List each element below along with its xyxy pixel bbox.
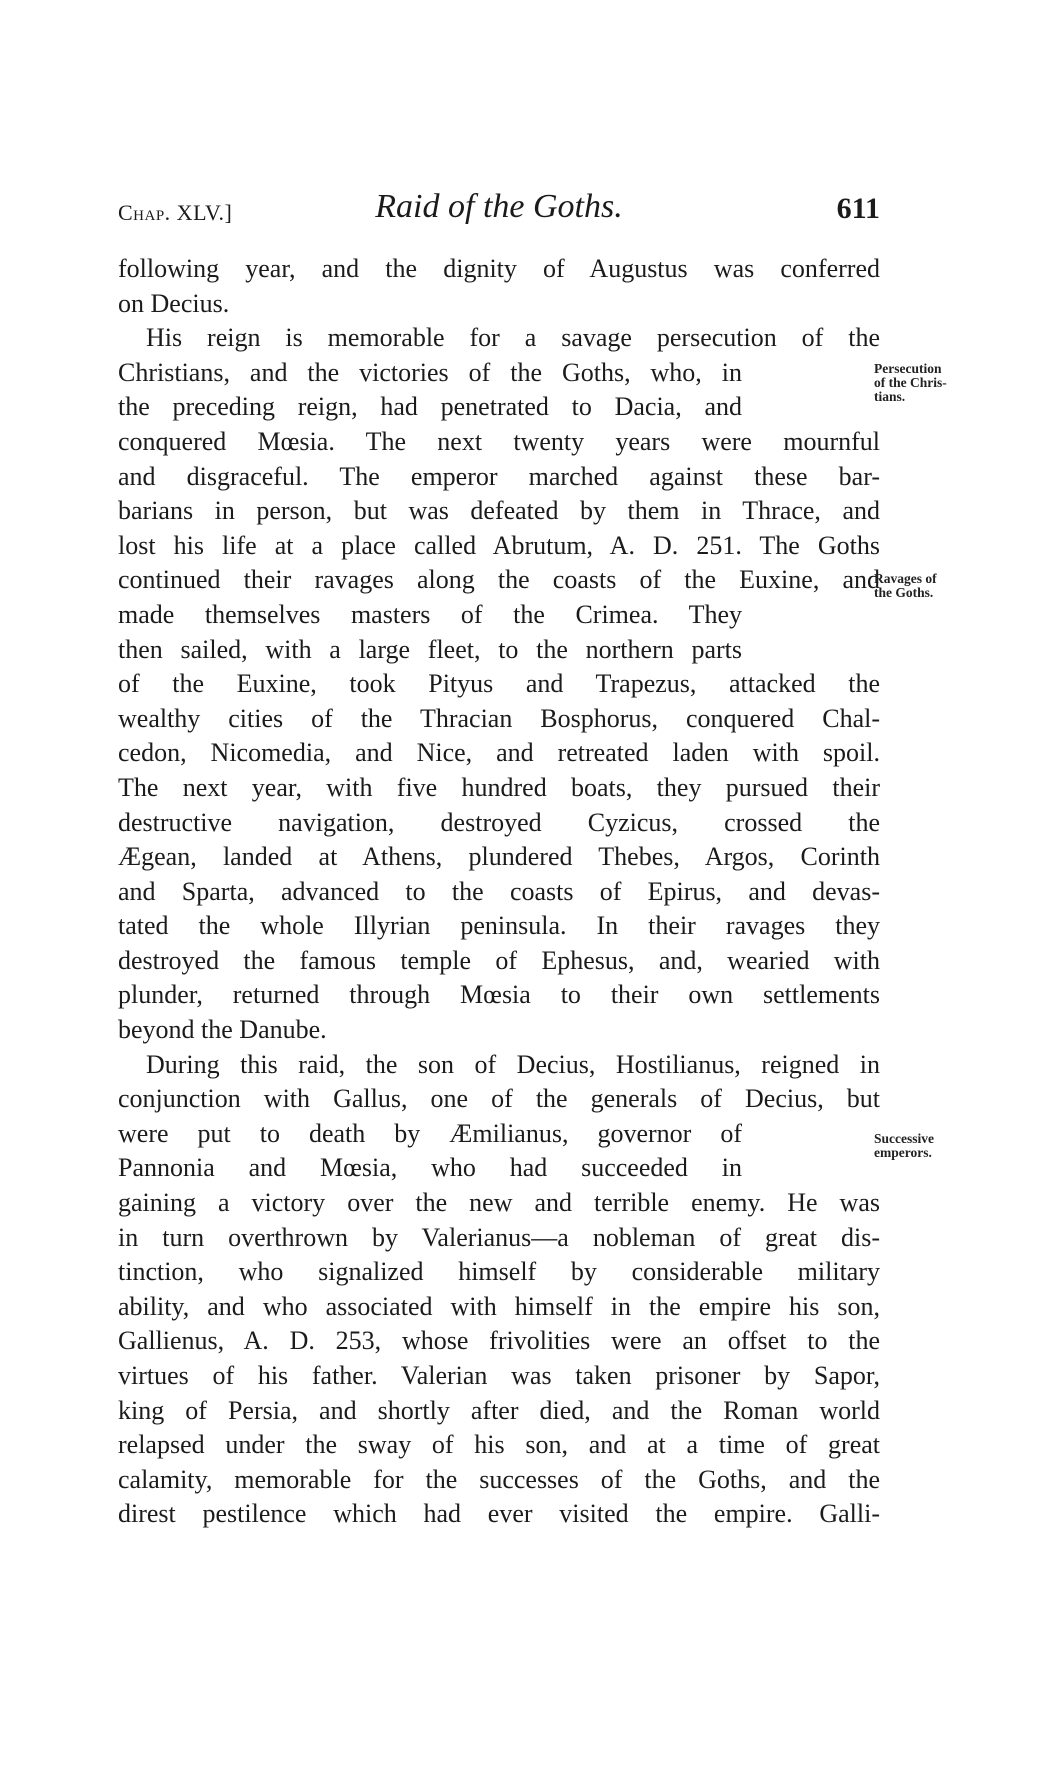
- text-line: were put to death by Æmilianus, governor of: [118, 1118, 742, 1148]
- text-line: king of Persia, and shortly after died, and the Roman world: [118, 1395, 880, 1425]
- text-line: tinction, who signalized himself by considerable military: [118, 1257, 880, 1287]
- chapter-label: Chap. XLV.]: [118, 200, 233, 225]
- text-line: direst pestilence which had ever visited the empire. Galli-: [118, 1499, 880, 1529]
- text-line: then sailed, with a large fleet, to the northern parts: [118, 634, 742, 664]
- text-line: During this raid, the son of Decius, Hostilianus, reigned in: [146, 1049, 880, 1079]
- text-line: of the Euxine, took Pityus and Trapezus, attacked the: [118, 669, 880, 699]
- sidenote-line: emperors.: [874, 1145, 932, 1160]
- sidenote-line: of the Chris-: [874, 375, 947, 390]
- sidenote-line: the Goths.: [874, 585, 934, 600]
- text-line: conjunction with Gallus, one of the generals of Decius, but: [118, 1084, 880, 1114]
- sidenote-ravages: [874, 572, 937, 600]
- sidenote-line: Successive: [874, 1131, 934, 1146]
- text-line: Gallienus, A. D. 253, whose frivolities were an offset to the: [118, 1326, 880, 1356]
- text-line: in turn overthrown by Valerianus—a nobleman of great dis-: [118, 1222, 880, 1252]
- text-line: and Sparta, advanced to the coasts of Epirus, and devas-: [118, 876, 880, 906]
- text-line: plunder, returned through Mœsia to their own settlements: [118, 980, 880, 1010]
- text-line: Ægean, landed at Athens, plundered Thebes, Argos, Corinth: [118, 842, 880, 872]
- text-line: cedon, Nicomedia, and Nice, and retreated laden with spoil.: [118, 738, 880, 768]
- text-line: beyond the Danube.: [118, 1015, 327, 1045]
- text-line: Pannonia and Mœsia, who had succeeded in: [118, 1153, 742, 1183]
- text-line: lost his life at a place called Abrutum, A. D. 251. The Goths: [118, 530, 880, 560]
- text-line: calamity, memorable for the successes of the Goths, and the: [118, 1464, 880, 1494]
- sidenote-persecution: [874, 362, 947, 404]
- text-line: conquered Mœsia. The next twenty years were mournful: [118, 426, 880, 456]
- text-line: continued their ravages along the coasts of the Euxine, and: [118, 565, 880, 595]
- sidenote-line: Ravages of: [874, 571, 937, 586]
- sidenote-line: Persecution: [874, 361, 942, 376]
- running-title: Raid of the Goths.: [375, 188, 623, 225]
- sidenote-line: tians.: [874, 389, 906, 404]
- text-line: destructive navigation, destroyed Cyzicus, crossed the: [118, 807, 880, 837]
- text-line: following year, and the dignity of Augustus was conferred: [118, 254, 880, 283]
- running-header: [118, 188, 880, 236]
- text-line: barians in person, but was defeated by them in Thrace, and: [118, 496, 880, 526]
- text-line: The next year, with five hundred boats, they pursued their: [118, 772, 880, 802]
- text-line: Christians, and the victories of the Goths, who, in: [118, 357, 742, 387]
- body-text: [118, 252, 947, 1532]
- text-line: the preceding reign, had penetrated to Dacia, and: [118, 392, 742, 422]
- text-line: on Decius.: [118, 288, 230, 318]
- sidenote-emperors: [874, 1132, 934, 1160]
- text-line: virtues of his father. Valerian was taken prisoner by Sapor,: [118, 1361, 880, 1390]
- text-line: and disgraceful. The emperor marched against these bar-: [118, 461, 880, 491]
- page-number: 611: [836, 192, 880, 225]
- text-line: ability, and who associated with himself in the empire his son,: [118, 1291, 880, 1321]
- text-line: relapsed under the sway of his son, and at a time of great: [118, 1430, 880, 1460]
- text-line: wealthy cities of the Thracian Bosphorus, conquered Chal-: [118, 703, 880, 733]
- text-line: gaining a victory over the new and terrible enemy. He was: [118, 1188, 880, 1218]
- text-line: His reign is memorable for a savage persecution of the: [146, 323, 880, 353]
- text-line: made themselves masters of the Crimea. They: [118, 599, 742, 629]
- text-line: tated the whole Illyrian peninsula. In their ravages they: [118, 911, 880, 941]
- text-line: destroyed the famous temple of Ephesus, and, wearied with: [118, 945, 880, 975]
